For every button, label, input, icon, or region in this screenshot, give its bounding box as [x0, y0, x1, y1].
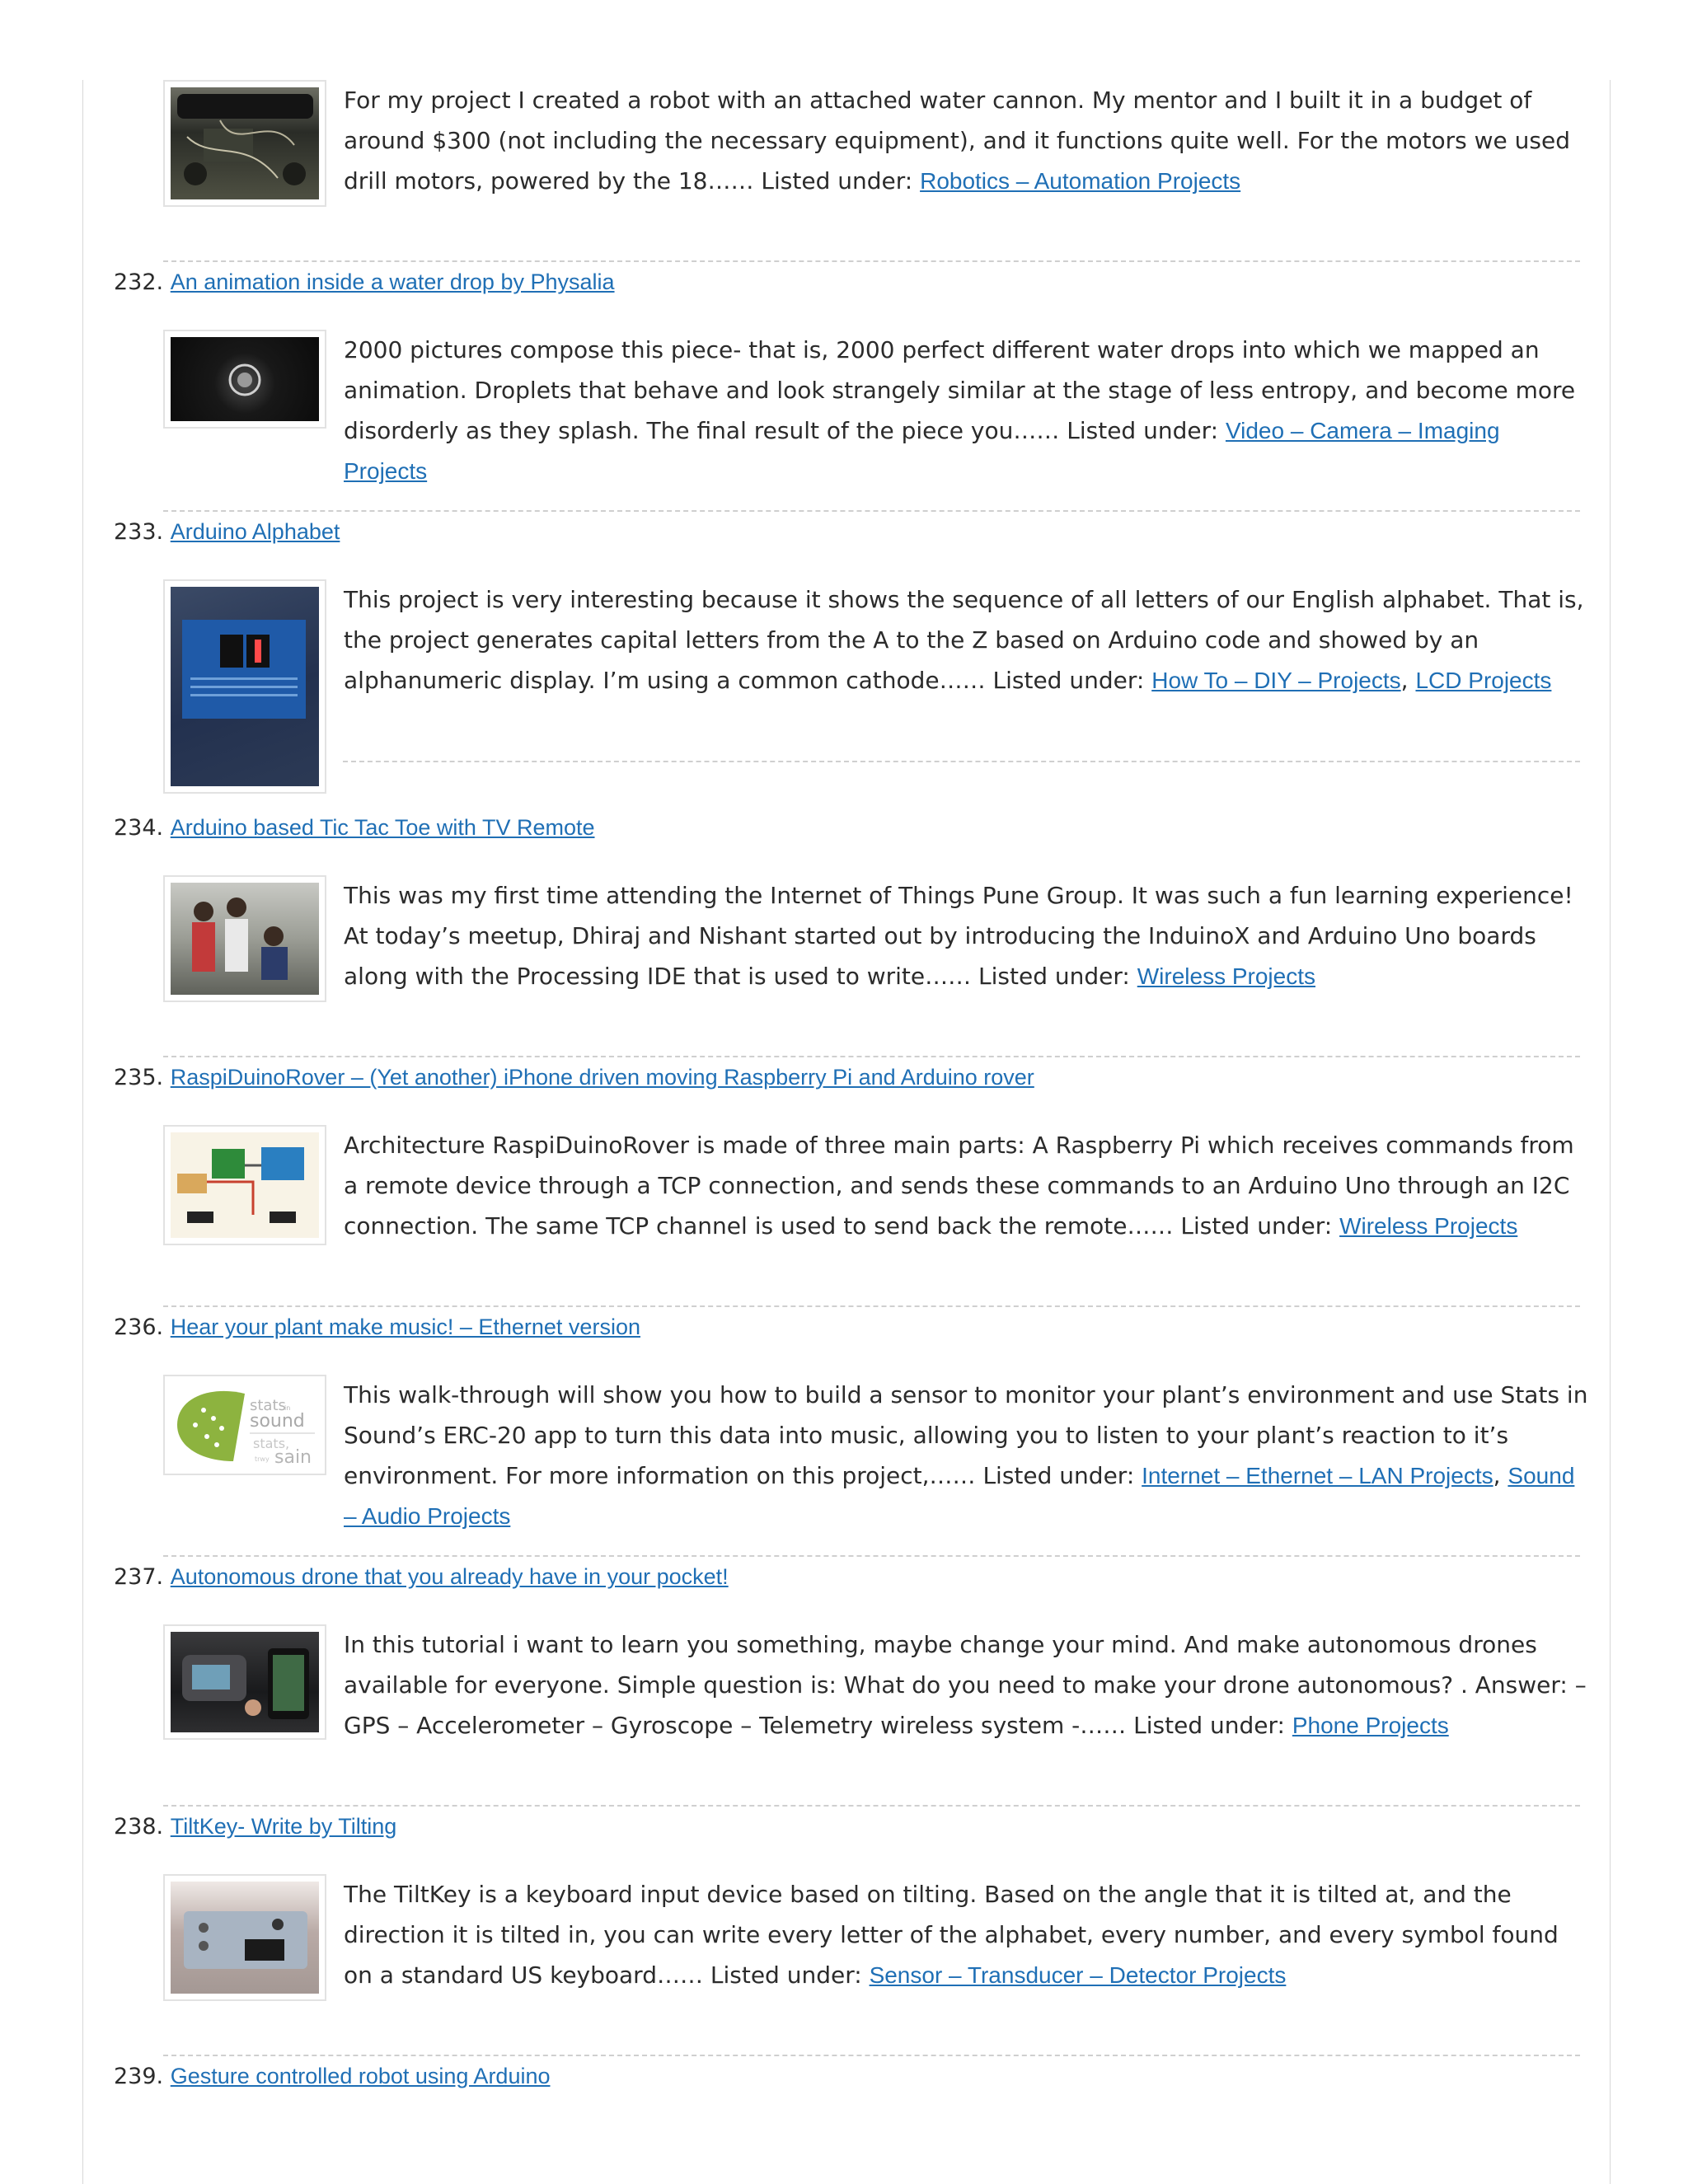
- drone-controller-photo-icon: [171, 1632, 319, 1732]
- category-link[interactable]: Wireless Projects: [1339, 1213, 1518, 1239]
- svg-text:sain: sain: [274, 1447, 312, 1468]
- entry-heading: [114, 268, 615, 297]
- category-link[interactable]: Wireless Projects: [1137, 963, 1315, 989]
- thumbnail-wiring[interactable]: [163, 1125, 326, 1245]
- entry-description: [344, 1125, 1588, 1246]
- thumbnail-water-drop[interactable]: [163, 330, 326, 429]
- wiring-diagram-icon: [171, 1132, 319, 1238]
- description-text: Architecture RaspiDuinoRover is made of three main parts: A Raspberry Pi which receives commands from a remote device through a TCP connection, and sends these commands to an Arduino Uno through an I2C connection. The same TCP channel is used to send back the remote…… Listed under:: [344, 1132, 1574, 1240]
- entry-number: 233.: [114, 519, 164, 545]
- entry-number: 235.: [114, 1065, 164, 1090]
- separator: [163, 1305, 1580, 1307]
- description-text: This was my first time attending the Internet of Things Pune Group. It was such a fun learning experience! At today’s meetup, Dhiraj and Nishant started out by introducing the InduinoX and Arduino Uno boards along with the Processing IDE that is used to write…… Listed under:: [344, 882, 1573, 990]
- entry-heading: [114, 813, 595, 842]
- entry-description: [344, 1624, 1588, 1746]
- separator: [163, 1555, 1580, 1557]
- entry-heading: [114, 518, 340, 546]
- entry-description: [344, 1874, 1588, 1995]
- entry-title-link[interactable]: Gesture controlled robot using Arduino: [170, 2064, 551, 2088]
- description-text: In this tutorial i want to learn you something, maybe change your mind. And make autonomous drones available for everyone. Simple question is: What do you need to make your drone autonomous? . Answer: – GPS – Accelerometer – Gyroscope – Telemetry wireless system -…… Listed under:: [344, 1631, 1587, 1739]
- svg-text:sound: sound: [250, 1411, 305, 1432]
- arduino-display-photo-icon: [171, 587, 319, 786]
- entry-title-link[interactable]: Arduino based Tic Tac Toe with TV Remote: [170, 815, 595, 840]
- entry-heading: [114, 1812, 396, 1841]
- tiltkey-device-photo-icon: [171, 1882, 319, 1994]
- entry-title-link[interactable]: Autonomous drone that you already have in your pocket!: [170, 1564, 729, 1589]
- entry-number: 234.: [114, 815, 164, 841]
- entry-title-link[interactable]: Arduino Alphabet: [170, 519, 340, 544]
- group-photo-icon: [171, 883, 319, 995]
- entry-heading: [114, 1313, 640, 1342]
- stats-in-sound-logo-icon: [171, 1382, 319, 1468]
- entry-title-link[interactable]: An animation inside a water drop by Physalia: [170, 269, 615, 294]
- water-drop-photo-icon: [171, 337, 319, 421]
- svg-text:trwy: trwy: [255, 1455, 270, 1463]
- category-link[interactable]: LCD Projects: [1415, 668, 1552, 693]
- entry-description: [344, 330, 1588, 491]
- description-text: This project is very interesting because it shows the sequence of all letters of our English alphabet. That is, the project generates capital letters from the A to the Z based on Arduino code and showed by an alphanumeric display. I’m using a common cathode…… Listed under:: [344, 586, 1584, 694]
- separator: [163, 260, 1580, 262]
- description-text: This walk-through will show you how to build a sensor to monitor your plant’s environment and use Stats in Sound’s ERC-20 app to turn this data into music, allowing you to listen to your plant’s reaction to it’s environment. For more information on this project,…… Listed under:: [344, 1381, 1588, 1489]
- description-text: The TiltKey is a keyboard input device based on tilting. Based on the angle that it is tilted at, and the direction it is tilted in, you can write every letter of the alphabet, every number, and every symbol found on a standard US keyboard…… Listed under:: [344, 1881, 1559, 1989]
- separator: [343, 761, 1580, 762]
- entry-title-link[interactable]: TiltKey- Write by Tilting: [170, 1814, 397, 1839]
- entry-description: [344, 875, 1588, 996]
- robot-photo-icon: [171, 87, 319, 199]
- entry-heading: [114, 1563, 729, 1591]
- category-link[interactable]: Robotics – Automation Projects: [920, 168, 1241, 194]
- separator: [163, 1805, 1580, 1807]
- entry-number: 239.: [114, 2064, 164, 2089]
- category-link[interactable]: Sound – Audio Projects: [344, 1463, 1575, 1529]
- category-link[interactable]: How To – DIY – Projects: [1151, 668, 1401, 693]
- entry-number: 236.: [114, 1315, 164, 1340]
- entry-heading: [114, 2062, 551, 2091]
- entry-number: 232.: [114, 269, 164, 295]
- entry-description: This project is very interesting because it shows the sequence of all letters of our English alphabet. That is, the project generates capital letters from the A to the Z based on Arduino code and showed by an alphanumeric display. I’m using a common cathode…… Listed under: How To – DIY – Projects, LCD Projects: [344, 586, 1584, 694]
- entry-number: 238.: [114, 1814, 164, 1840]
- description-text: 2000 pictures compose this piece- that is, 2000 perfect different water drops into which we mapped an animation. Droplets that behave and look strangely similar at the stage of less entropy, and become more disorderly as they splash. The final result of the piece you…… Listed under:: [344, 336, 1576, 444]
- category-link[interactable]: Internet – Ethernet – LAN Projects: [1142, 1463, 1493, 1488]
- entry-title-link[interactable]: Hear your plant make music! – Ethernet version: [170, 1315, 640, 1339]
- thumbnail-group[interactable]: [163, 875, 326, 1002]
- separator: [163, 510, 1580, 512]
- thumbnail-robot[interactable]: [163, 80, 326, 207]
- thumbnail-stats-in-sound[interactable]: [163, 1375, 326, 1475]
- thumbnail-arduino-board[interactable]: [163, 579, 326, 794]
- entry-title-link[interactable]: RaspiDuinoRover – (Yet another) iPhone driven moving Raspberry Pi and Arduino rover: [170, 1065, 1034, 1090]
- category-link[interactable]: Video – Camera – Imaging Projects: [344, 418, 1500, 484]
- description-text: For my project I created a robot with an attached water cannon. My mentor and I built it in a budget of around $300 (not including the necessary equipment), and it functions quite well. For the motors we used drill motors, powered by the 18…… Listed under:: [344, 87, 1570, 194]
- entry-description: [344, 80, 1588, 201]
- entry-number: 237.: [114, 1564, 164, 1590]
- svg-text:stats: stats: [250, 1397, 286, 1414]
- svg-text:in: in: [284, 1404, 291, 1412]
- category-link[interactable]: Phone Projects: [1292, 1713, 1449, 1738]
- entry-heading: [114, 1063, 1034, 1092]
- category-link[interactable]: Sensor – Transducer – Detector Projects: [869, 1962, 1287, 1988]
- thumbnail-drone[interactable]: [163, 1624, 326, 1740]
- separator: [163, 2055, 1580, 2056]
- svg-text:stats,: stats,: [253, 1436, 290, 1451]
- separator: [163, 1056, 1580, 1057]
- entry-description: This walk-through will show you how to build a sensor to monitor your plant’s environment and use Stats in Sound’s ERC-20 app to turn this data into music, allowing you to listen to your plant’s reaction to it’s environment. For more information on this project,…… Listed under: Internet – Ethernet – LAN Projects, Sound – Audio Projects: [344, 1381, 1588, 1529]
- thumbnail-tiltkey[interactable]: [163, 1874, 326, 2001]
